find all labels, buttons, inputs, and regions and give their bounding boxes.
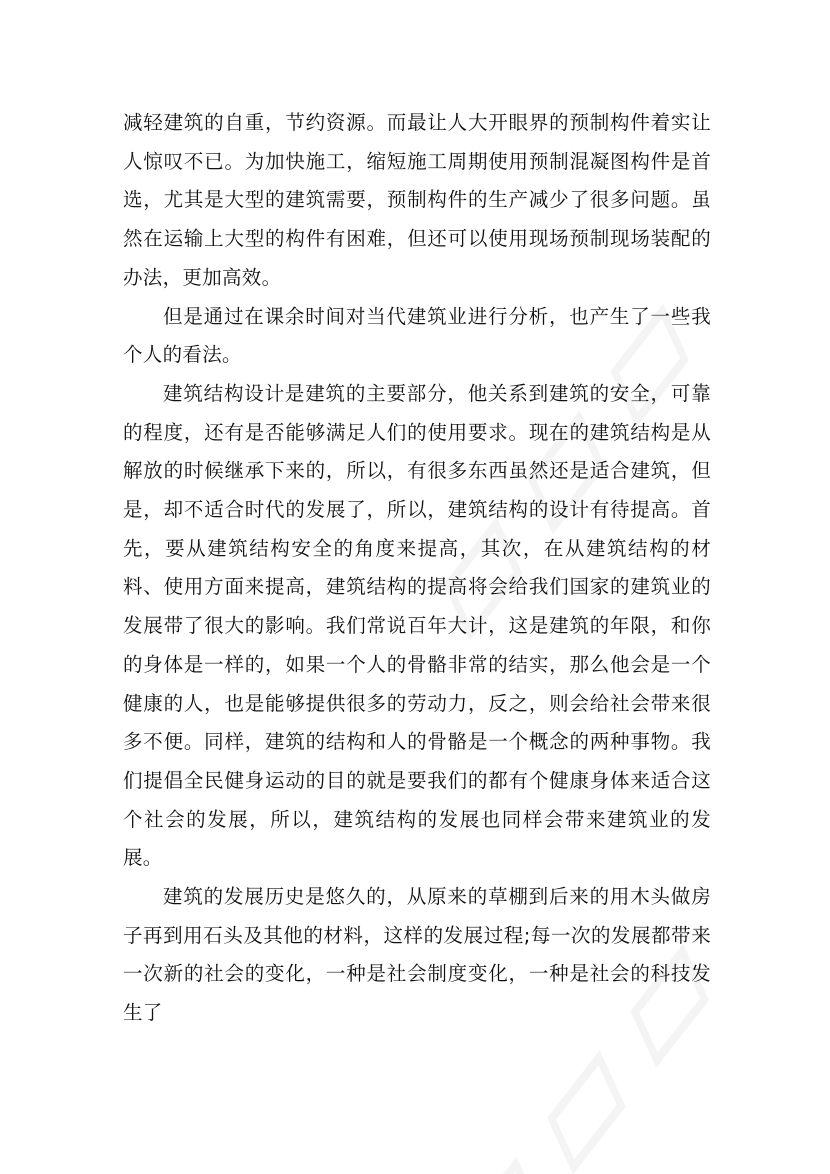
paragraph-personal-view: 但是通过在课余时间对当代建筑业进行分析，也产生了一些我个人的看法。 [123,304,711,367]
document-body [123,104,711,1033]
paragraph-continued: 减轻建筑的自重，节约资源。而最让人大开眼界的预制构件着实让人惊叹不已。为加快施工，缩短施工周期使用预制混凝图构件是首选，尤其是大型的建筑需要，预制构件的生产减少了很多问题。虽然在运输上大型的构件有困难，但还可以使用现场预制现场装配的办法，更加高效。 [123,111,711,289]
paragraph-structure-design: 建筑结构设计是建筑的主要部分，他关系到建筑的安全，可靠的程度，还有是否能够满足人们的使用要求。现在的建筑结构是从解放的时候继承下来的，所以，有很多东西虽然还是适合建筑，但是，却不适合时代的发展了，所以，建筑结构的设计有待提高。首先，要从建筑结构安全的角度来提高，其次，在从建筑结构的材料、使用方面来提高，建筑结构的提高将会给我们国家的建筑业的发展带了很大的影响。我们常说百年大计，这是建筑的年限，和你的身体是一样的，如果一个人的骨骼非常的结实，那么他会是一个健康的人，也是能够提供很多的劳动力，反之，则会给社会带来很多不便。同样，建筑的结构和人的骨骼是一个概念的两种事物。我们提倡全民健身运动的目的就是要我们的都有个健康身体来适合这个社会的发展，所以，建筑结构的发展也同样会带来建筑业的发展。 [123,381,711,870]
paragraph-history: 建筑的发展历史是悠久的，从原来的草棚到后来的用木头做房子再到用石头及其他的材料，这样的发展过程;每一次的发展都带来一次新的社会的变化，一种是社会制度变化，一种是社会的科技发生了 [123,885,711,1025]
